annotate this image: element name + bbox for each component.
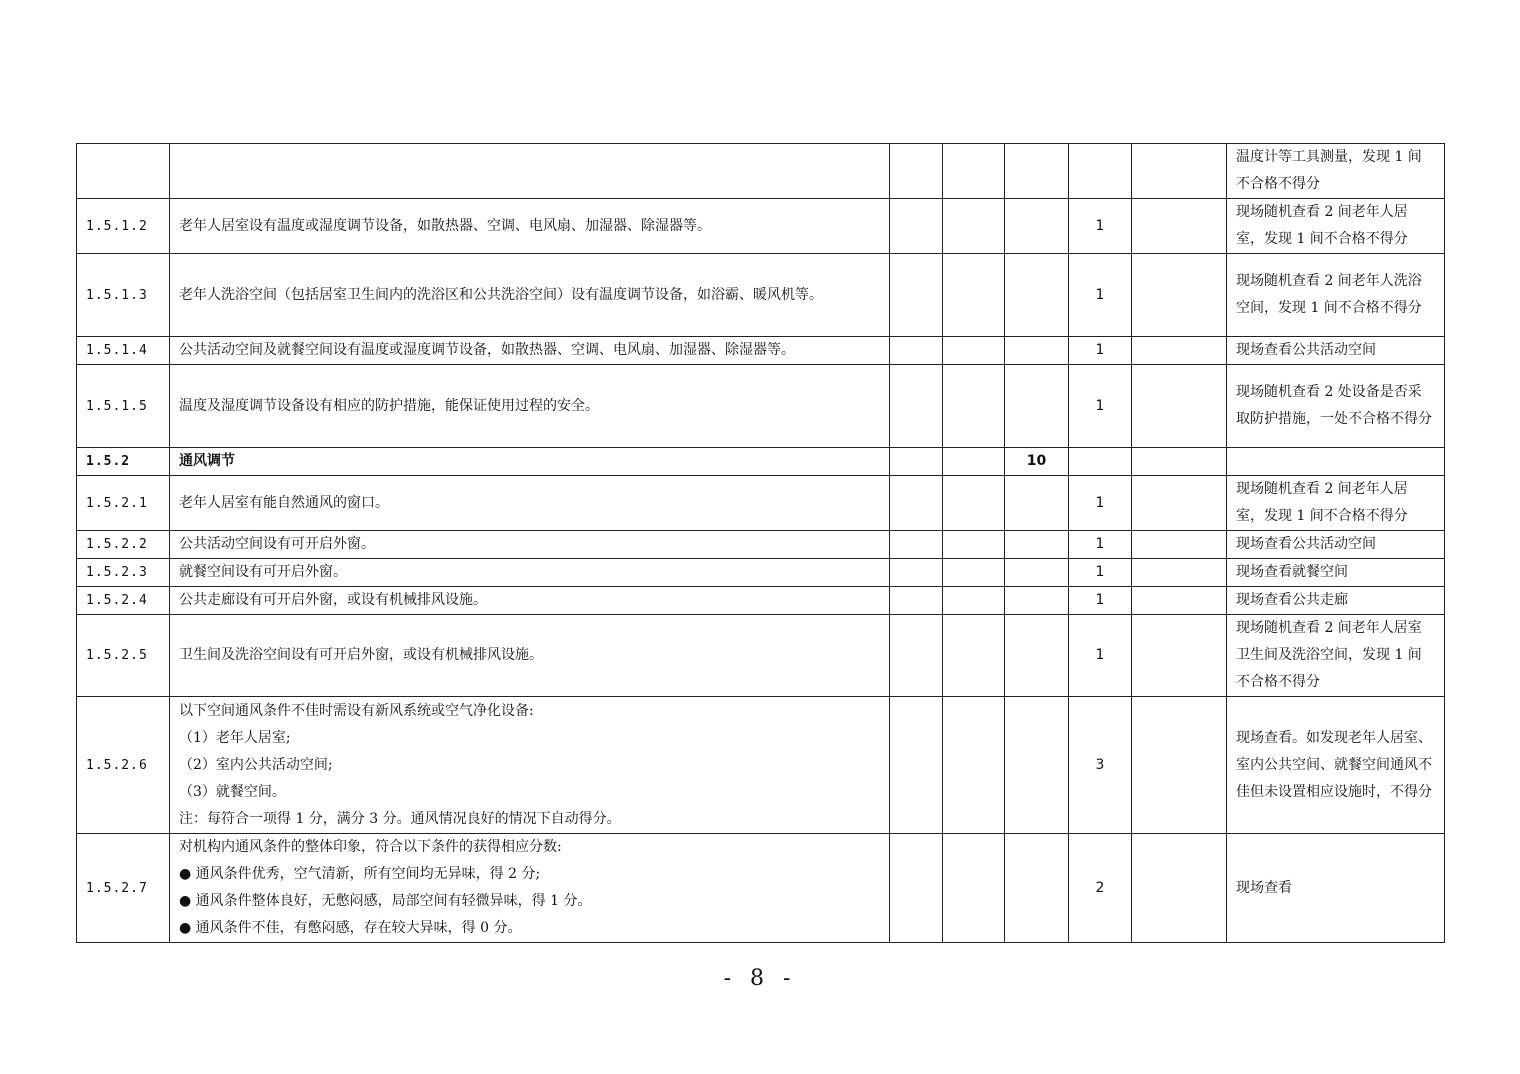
table-row	[77, 337, 1445, 365]
item-score: 1	[1069, 559, 1132, 587]
item-score: 1	[1069, 531, 1132, 559]
content-line: 温度及湿度调节设备设有相应的防护措施，能保证使用过程的安全。	[179, 397, 599, 414]
evaluation-table	[76, 143, 1445, 943]
full-score	[1005, 365, 1069, 448]
assessment-method	[1227, 531, 1445, 559]
empty-cell	[1132, 254, 1227, 337]
empty-cell	[890, 559, 943, 587]
assessment-method	[1227, 199, 1445, 254]
empty-cell	[943, 199, 1005, 254]
method-text: 温度计等工具测量，发现 1 间不合格不得分	[1236, 149, 1422, 192]
item-number: 1.5.1.5	[77, 365, 170, 448]
assessment-method	[1227, 254, 1445, 337]
empty-cell	[943, 615, 1005, 697]
empty-cell	[943, 144, 1005, 199]
item-score: 2	[1069, 834, 1132, 943]
content-line: 公共活动空间设有可开启外窗。	[179, 536, 375, 552]
method-text: 现场查看公共走廊	[1236, 592, 1348, 608]
empty-cell	[1132, 559, 1227, 587]
full-score	[1005, 531, 1069, 559]
empty-cell	[890, 254, 943, 337]
item-number: 1.5.2.3	[77, 559, 170, 587]
full-score	[1005, 144, 1069, 199]
empty-cell	[1132, 697, 1227, 834]
assessment-method	[1227, 587, 1445, 615]
full-score	[1005, 697, 1069, 834]
item-content	[170, 697, 890, 834]
content-line: 老年人居室有能自然通风的窗口。	[179, 494, 389, 511]
empty-cell	[890, 199, 943, 254]
table-row	[77, 365, 1445, 448]
empty-cell	[890, 697, 943, 834]
content-line: 公共走廊设有可开启外窗，或设有机械排风设施。	[179, 592, 487, 608]
item-number: 1.5.2	[77, 448, 170, 476]
content-line: （3）就餐空间。	[179, 783, 286, 800]
empty-cell	[943, 448, 1005, 476]
table-row	[77, 254, 1445, 337]
table-row	[77, 615, 1445, 697]
full-score	[1005, 254, 1069, 337]
content-line: 对机构内通风条件的整体印象，符合以下条件的获得相应分数:	[179, 839, 562, 855]
assessment-method	[1227, 559, 1445, 587]
table-row	[77, 697, 1445, 834]
assessment-method	[1227, 834, 1445, 943]
method-text: 现场随机查看 2 间老年人居室卫生间及洗浴空间，发现 1 间不合格不得分	[1236, 620, 1422, 690]
full-score	[1005, 559, 1069, 587]
empty-cell	[1132, 337, 1227, 365]
content-line: 老年人洗浴空间（包括居室卫生间内的洗浴区和公共洗浴空间）设有温度调节设备，如浴霸、暖风机等。	[179, 286, 823, 303]
empty-cell	[890, 365, 943, 448]
content-line: 以下空间通风条件不佳时需设有新风系统或空气净化设备:	[179, 702, 534, 719]
empty-cell	[943, 834, 1005, 943]
item-number: 1.5.2.7	[77, 834, 170, 943]
item-content	[170, 365, 890, 448]
table-row	[77, 834, 1445, 943]
item-content	[170, 615, 890, 697]
item-content	[170, 144, 890, 199]
empty-cell	[943, 531, 1005, 559]
table-body	[77, 144, 1445, 943]
item-content	[170, 531, 890, 559]
item-content	[170, 834, 890, 943]
full-score: 10	[1005, 448, 1069, 476]
method-text: 现场查看	[1236, 879, 1292, 896]
full-score	[1005, 476, 1069, 531]
table-row	[77, 559, 1445, 587]
item-number: 1.5.2.2	[77, 531, 170, 559]
empty-cell	[1132, 144, 1227, 199]
content-line: 卫生间及洗浴空间设有可开启外窗，或设有机械排风设施。	[179, 647, 543, 663]
assessment-method	[1227, 476, 1445, 531]
empty-cell	[1132, 834, 1227, 943]
method-text: 现场随机查看 2 间老年人居室，发现 1 间不合格不得分	[1236, 204, 1408, 247]
item-score: 1	[1069, 587, 1132, 615]
content-line: ● 通风条件优秀，空气清新，所有空间均无异味，得 2 分;	[179, 866, 541, 882]
item-content	[170, 254, 890, 337]
empty-cell	[890, 337, 943, 365]
assessment-method	[1227, 337, 1445, 365]
empty-cell	[943, 476, 1005, 531]
empty-cell	[1132, 448, 1227, 476]
empty-cell	[1132, 365, 1227, 448]
empty-cell	[890, 587, 943, 615]
item-number: 1.5.1.2	[77, 199, 170, 254]
item-number: 1.5.2.5	[77, 615, 170, 697]
item-content	[170, 476, 890, 531]
assessment-method	[1227, 365, 1445, 448]
full-score	[1005, 199, 1069, 254]
table-row	[77, 448, 1445, 476]
item-content	[170, 587, 890, 615]
empty-cell	[943, 587, 1005, 615]
item-content	[170, 199, 890, 254]
empty-cell	[890, 531, 943, 559]
method-text: 现场查看公共活动空间	[1236, 342, 1376, 358]
item-score: 1	[1069, 365, 1132, 448]
assessment-method	[1227, 615, 1445, 697]
item-score	[1069, 448, 1132, 476]
item-number	[77, 144, 170, 199]
item-score: 1	[1069, 254, 1132, 337]
assessment-method	[1227, 697, 1445, 834]
full-score	[1005, 615, 1069, 697]
item-number: 1.5.1.3	[77, 254, 170, 337]
table-row	[77, 476, 1445, 531]
item-number: 1.5.2.1	[77, 476, 170, 531]
assessment-method	[1227, 144, 1445, 199]
method-text: 现场查看。如发现老年人居室、室内公共空间、就餐空间通风不佳但未设置相应设施时，不得分	[1236, 729, 1432, 800]
content-line: 通风调节	[179, 453, 235, 469]
item-content	[170, 448, 890, 476]
empty-cell	[943, 559, 1005, 587]
item-content	[170, 559, 890, 587]
item-score: 1	[1069, 337, 1132, 365]
item-number: 1.5.1.4	[77, 337, 170, 365]
item-score	[1069, 144, 1132, 199]
page-number: - 8 -	[723, 966, 797, 991]
empty-cell	[890, 834, 943, 943]
method-text: 现场随机查看 2 间老年人居室，发现 1 间不合格不得分	[1236, 481, 1408, 524]
table-row	[77, 144, 1445, 199]
full-score	[1005, 337, 1069, 365]
empty-cell	[1132, 476, 1227, 531]
content-line: （2）室内公共活动空间;	[179, 756, 333, 773]
empty-cell	[943, 337, 1005, 365]
item-score: 1	[1069, 615, 1132, 697]
empty-cell	[943, 365, 1005, 448]
empty-cell	[943, 697, 1005, 834]
empty-cell	[890, 144, 943, 199]
item-score: 1	[1069, 476, 1132, 531]
content-line: ● 通风条件不佳，有憋闷感，存在较大异味，得 0 分。	[179, 920, 522, 936]
item-number: 1.5.2.6	[77, 697, 170, 834]
table-row	[77, 531, 1445, 559]
method-text: 现场随机查看 2 间老年人洗浴空间，发现 1 间不合格不得分	[1236, 273, 1422, 316]
full-score	[1005, 834, 1069, 943]
empty-cell	[1132, 531, 1227, 559]
empty-cell	[890, 615, 943, 697]
method-text: 现场查看公共活动空间	[1236, 536, 1376, 552]
method-text: 现场随机查看 2 处设备是否采取防护措施，一处不合格不得分	[1236, 384, 1432, 427]
table-row	[77, 199, 1445, 254]
item-content	[170, 337, 890, 365]
method-text: 现场查看就餐空间	[1236, 564, 1348, 580]
table-row	[77, 587, 1445, 615]
empty-cell	[943, 254, 1005, 337]
empty-cell	[1132, 199, 1227, 254]
empty-cell	[890, 476, 943, 531]
full-score	[1005, 587, 1069, 615]
content-line: 老年人居室设有温度或湿度调节设备，如散热器、空调、电风扇、加湿器、除湿器等。	[179, 217, 711, 234]
empty-cell	[1132, 615, 1227, 697]
assessment-method	[1227, 448, 1445, 476]
item-score: 3	[1069, 697, 1132, 834]
content-line: （1）老年人居室;	[179, 729, 291, 746]
empty-cell	[1132, 587, 1227, 615]
empty-cell	[890, 448, 943, 476]
content-line: 注：每符合一项得 1 分，满分 3 分。通风情况良好的情况下自动得分。	[179, 810, 621, 827]
content-line: 就餐空间设有可开启外窗。	[179, 564, 347, 580]
content-line: ● 通风条件整体良好，无憋闷感，局部空间有轻微异味，得 1 分。	[179, 893, 592, 909]
item-score: 1	[1069, 199, 1132, 254]
item-number: 1.5.2.4	[77, 587, 170, 615]
content-line: 公共活动空间及就餐空间设有温度或湿度调节设备，如散热器、空调、电风扇、加湿器、除湿器等。	[179, 342, 795, 358]
